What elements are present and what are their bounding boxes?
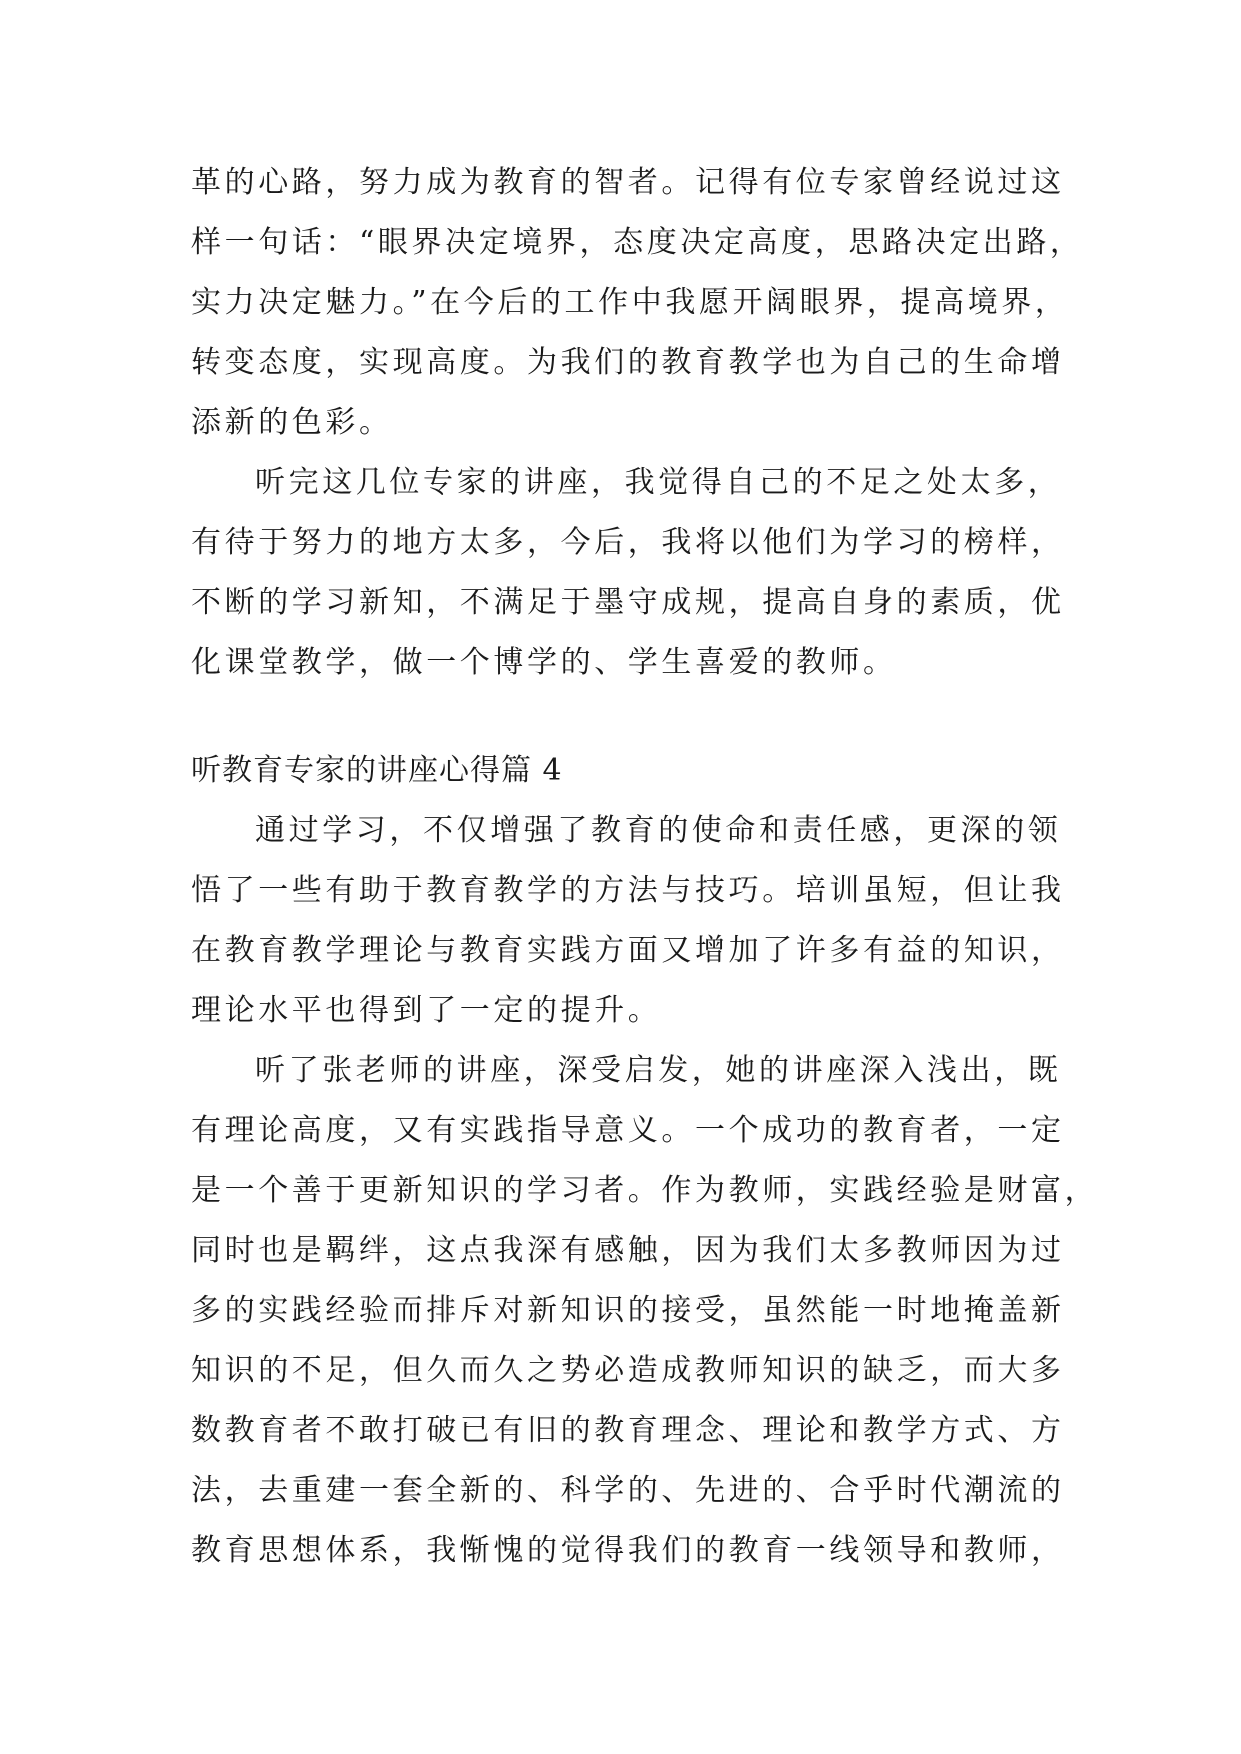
text-line: 有待于努力的地方太多，今后，我将以他们为学习的榜样， xyxy=(191,525,1065,560)
text-line: 化课堂教学，做一个博学的、学生喜爱的教师。 xyxy=(191,645,897,680)
text-line: 是一个善于更新知识的学习者。作为教师，实践经验是财富， xyxy=(191,1173,1099,1208)
section-heading: 听教育专家的讲座心得篇 4 xyxy=(191,753,563,788)
paragraph-first-line: 通过学习，不仅增强了教育的使命和责任感，更深的领 xyxy=(255,813,1062,848)
text-line: 添新的色彩。 xyxy=(191,405,393,440)
text-line: 有理论高度，又有实践指导意义。一个成功的教育者，一定 xyxy=(191,1113,1065,1148)
text-line: 理论水平也得到了一定的提升。 xyxy=(191,993,662,1028)
text-line: 在教育教学理论与教育实践方面又增加了许多有益的知识， xyxy=(191,933,1065,968)
paragraph-first-line: 听了张老师的讲座，深受启发，她的讲座深入浅出，既 xyxy=(255,1053,1062,1088)
text-line: 数教育者不敢打破已有旧的教育理念、理论和教学方式、方 xyxy=(191,1413,1065,1448)
text-line: 知识的不足，但久而久之势必造成教师知识的缺乏，而大多 xyxy=(191,1353,1065,1388)
text-line: 同时也是羁绊，这点我深有感触，因为我们太多教师因为过 xyxy=(191,1233,1065,1268)
text-line: 不断的学习新知，不满足于墨守成规，提高自身的素质，优 xyxy=(191,585,1065,620)
body-text-block-1 xyxy=(191,153,1084,693)
text-line: 教育思想体系，我惭愧的觉得我们的教育一线领导和教师， xyxy=(191,1533,1065,1568)
text-line: 革的心路，努力成为教育的智者。记得有位专家曾经说过这 xyxy=(191,165,1065,200)
text-line: 实力决定魅力。”在今后的工作中我愿开阔眼界，提高境界， xyxy=(191,285,1069,320)
text-line: 悟了一些有助于教育教学的方法与技巧。培训虽短，但让我 xyxy=(191,873,1065,908)
text-line: 法，去重建一套全新的、科学的、先进的、合乎时代潮流的 xyxy=(191,1473,1065,1508)
body-text-block-2 xyxy=(191,801,1099,1581)
text-line: 样一句话：“眼界决定境界，态度决定高度，思路决定出路， xyxy=(191,225,1084,260)
text-line: 多的实践经验而排斥对新知识的接受，虽然能一时地掩盖新 xyxy=(191,1293,1065,1328)
paragraph-first-line: 听完这几位专家的讲座，我觉得自己的不足之处太多， xyxy=(255,465,1062,500)
text-line: 转变态度，实现高度。为我们的教育教学也为自己的生命增 xyxy=(191,345,1065,380)
